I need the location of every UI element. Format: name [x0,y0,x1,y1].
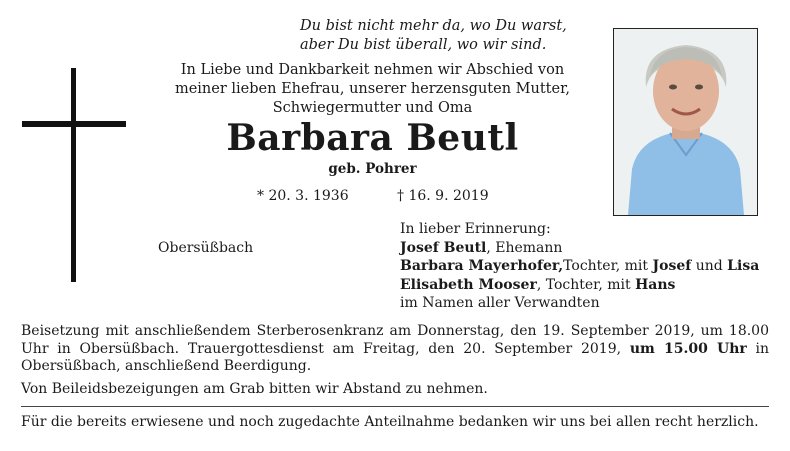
relative-partner: Hans [635,276,676,293]
thanks-text: Für die bereits erwiesene und noch zugedachte Anteilnahme bedanken wir uns bei allen recht herzlich. [21,414,759,430]
birth-name: geb. Pohrer [328,161,417,177]
relative-name: Elisabeth Mooser [400,276,537,293]
relative-row [400,257,780,276]
intro-line-1: In Liebe und Dankbarkeit nehmen wir Abschied von [180,62,565,78]
relative-role: , Ehemann [486,239,563,256]
funeral-time: um 15.00 Uhr [629,340,747,357]
relative-connector: und [691,258,728,274]
relative-partner: Lisa [727,258,760,274]
relative-role: , Tochter, mit [536,276,636,293]
intro-line-3: Schwiegermutter und Oma [272,100,473,116]
cross-horizontal-beam [22,121,126,127]
divider-line [21,406,769,407]
deceased-name: Barbara Beutl [226,117,519,159]
relative-row [400,239,780,258]
death-date: † 16. 9. 2019 [397,188,489,204]
place-of-residence: Obersüßbach [158,240,254,256]
relative-name: Josef Beutl [400,239,487,256]
relative-partner: Josef [652,258,692,274]
funeral-details [21,323,769,376]
funeral-text-1: Beisetzung mit anschließendem Sterberosenkranz am Donnerstag, den 19. September 2019, um 18.00 Uhr in Obersüßbach. Trauergottesdienst am Freitag, den 20. September 2019, [21,323,769,357]
memory-heading: In lieber Erinnerung: [400,221,551,237]
birth-date: * 20. 3. 1936 [257,188,349,204]
relatives-closing: im Namen aller Verwandten [400,295,600,311]
condolence-request: Von Beileidsbezeigungen am Grab bitten wir Abstand zu nehmen. [21,381,488,397]
relatives-list [400,220,780,313]
quote-line-2: aber Du bist überall, wo wir sind. [300,37,547,53]
intro-text [165,61,580,118]
relative-name: Barbara Mayerhofer, [400,258,564,274]
portrait-image [614,29,757,215]
funeral-text-2: in Obersüßbach, anschließend Beerdigung. [21,340,770,374]
quote-line-1: Du bist nicht mehr da, wo Du warst, [300,18,567,34]
relative-role: Tochter, mit [563,258,653,274]
relative-row [400,276,780,295]
intro-line-2: meiner lieben Ehefrau, unserer herzensguten Mutter, [174,81,571,97]
cross-vertical-beam [71,68,76,282]
memorial-quote [300,17,585,55]
portrait-photo [613,28,758,216]
